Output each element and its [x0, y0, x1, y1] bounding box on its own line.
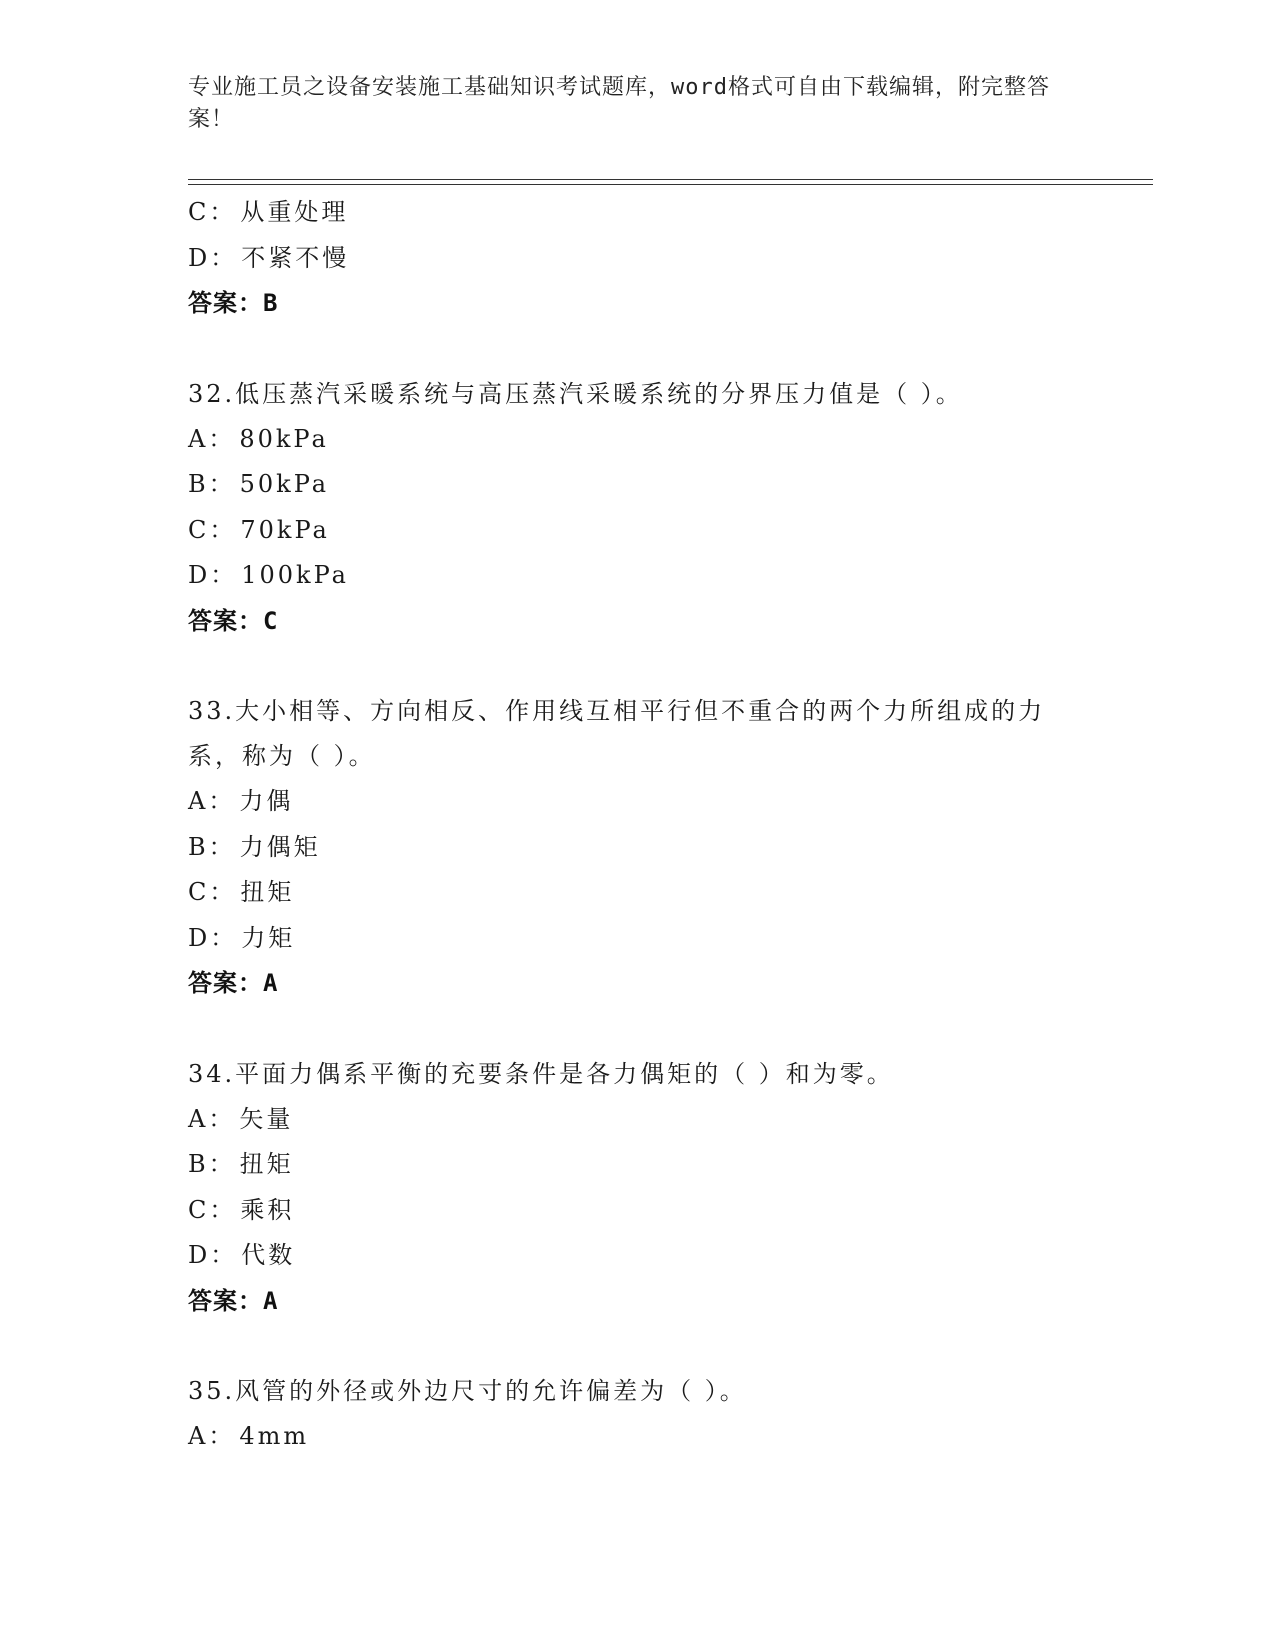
- option-text: 50kPa: [239, 470, 330, 498]
- option-d: [188, 236, 1088, 282]
- option-text: 4mm: [239, 1422, 310, 1450]
- option-d: [188, 916, 1088, 962]
- option-text: 矢量: [239, 1104, 294, 1133]
- answer-line: 答案：B: [188, 289, 279, 317]
- option-c: [188, 1188, 1088, 1234]
- option-c: [188, 870, 1088, 916]
- option-text: 从重处理: [240, 198, 349, 226]
- option-a: [188, 1414, 1088, 1460]
- option-label: A：: [188, 1422, 236, 1450]
- option-text: 乘积: [240, 1195, 295, 1224]
- option-text: 代数: [241, 1241, 296, 1269]
- option-text: 80kPa: [239, 424, 329, 453]
- question-33: [188, 689, 1088, 1007]
- option-b: [188, 825, 1088, 871]
- answer-line: 答案：A: [188, 969, 279, 997]
- question-list: [188, 190, 1088, 1460]
- option-label: B：: [188, 470, 236, 498]
- option-label: D：: [188, 243, 238, 272]
- option-text: 100kPa: [241, 561, 349, 589]
- question-text: 34.平面力偶系平衡的充要条件是各力偶矩的（ ）和为零。: [188, 1059, 894, 1088]
- option-label: C：: [188, 1195, 237, 1224]
- question-text: 35.风管的外径或外边尺寸的允许偏差为（ ）。: [188, 1377, 747, 1405]
- option-label: D：: [188, 561, 238, 589]
- question-fragment: [188, 190, 1088, 327]
- option-label: B：: [188, 1150, 236, 1178]
- option-a: [188, 1097, 1088, 1143]
- question-text: 33.大小相等、方向相反、作用线互相平行但不重合的两个力所组成的力系，称为（ ）。: [188, 697, 1046, 770]
- option-text: 力矩: [241, 923, 296, 952]
- option-label: C：: [188, 515, 237, 544]
- option-label: B：: [188, 832, 236, 861]
- option-d: [188, 1233, 1088, 1279]
- option-text: 力偶矩: [239, 832, 321, 861]
- header-rule-top: [188, 179, 1153, 180]
- option-a: [188, 417, 1088, 463]
- option-b: [188, 462, 1088, 508]
- option-c: [188, 190, 1088, 236]
- question-34: [188, 1052, 1088, 1325]
- option-text: 扭矩: [240, 878, 295, 906]
- option-text: 力偶: [239, 787, 294, 815]
- option-b: [188, 1142, 1088, 1188]
- option-label: A：: [188, 424, 236, 453]
- option-label: A：: [188, 787, 236, 815]
- option-label: A：: [188, 1104, 236, 1133]
- answer-line: 答案：C: [188, 606, 279, 635]
- option-text: 70kPa: [240, 515, 330, 544]
- option-label: C：: [188, 198, 237, 226]
- question-35: [188, 1369, 1088, 1460]
- document-header: 专业施工员之设备安装施工基础知识考试题库，word格式可自由下载编辑，附完整答案！: [188, 75, 1050, 132]
- option-text: 不紧不慢: [241, 243, 350, 272]
- option-text: 扭矩: [239, 1150, 294, 1178]
- option-label: C：: [188, 878, 237, 906]
- option-c: [188, 508, 1088, 554]
- option-d: [188, 553, 1088, 599]
- question-text: 32.低压蒸汽采暖系统与高压蒸汽采暖系统的分界压力值是（ ）。: [188, 379, 963, 408]
- option-label: D：: [188, 923, 238, 952]
- question-32: [188, 372, 1088, 645]
- answer-line: 答案：A: [188, 1286, 279, 1315]
- option-a: [188, 779, 1088, 825]
- option-label: D：: [188, 1241, 238, 1269]
- header-rule-bottom: [188, 184, 1153, 185]
